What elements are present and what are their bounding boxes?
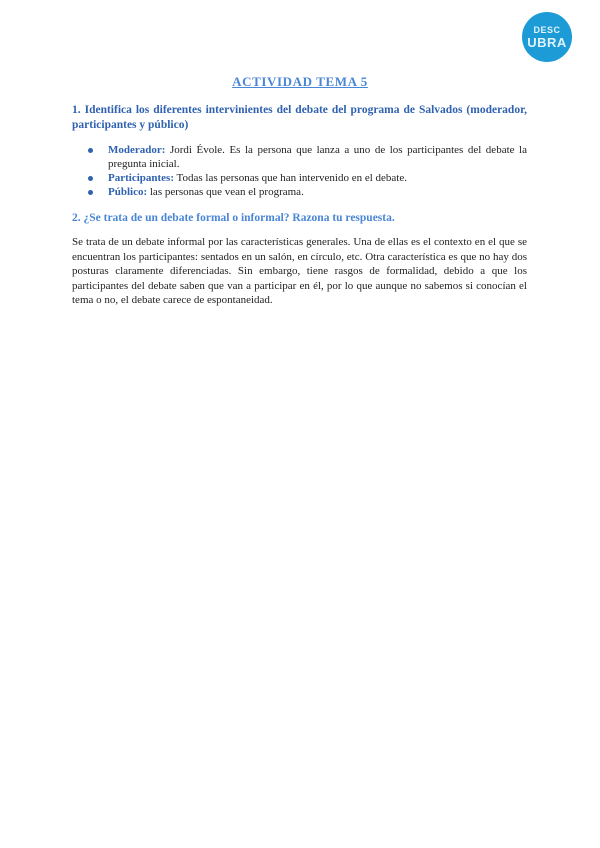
- list-item-term: Moderador:: [108, 144, 166, 156]
- list-item-text: Jordi Évole. Es la persona que lanza a uno de los participantes del debate la pregunta inicial.: [108, 144, 527, 170]
- answer-paragraph: Se trata de un debate informal por las características generales. Una de ellas es el contexto en el que se encuentran los participantes: sentados en un salón, en círculo, etc. Otra característica es que no hay dos posturas claramente diferenciadas. Sin embargo, tiene rasgos de formalidad, debido a que los participantes del debate saben que van a participar en él, por lo que aunque no sabemos si conocían el tema o no, el debate carece de espontaneidad.: [72, 236, 527, 306]
- participants-list: [72, 143, 527, 199]
- bullet-icon: [88, 176, 93, 181]
- list-item-text: las personas que vean el programa.: [147, 186, 304, 198]
- list-item-moderador: [72, 143, 527, 171]
- logo-text-bottom: UBRA: [527, 34, 567, 50]
- question-2: 2. ¿Se trata de un debate formal o informal? Razona tu respuesta.: [72, 212, 395, 224]
- list-item-text: Todas las personas que han intervenido en el debate.: [173, 172, 407, 184]
- brand-logo: [522, 12, 572, 62]
- bullet-icon: [88, 148, 93, 153]
- question-1: 1. Identifica los diferentes intervinientes del debate del programa de Salvados (moderador, participantes y público): [72, 104, 527, 131]
- page-title: ACTIVIDAD TEMA 5: [232, 74, 368, 89]
- list-item-term: Público:: [108, 186, 148, 198]
- list-item-term: Participantes:: [108, 172, 174, 184]
- list-item-participantes: [72, 171, 527, 185]
- bullet-icon: [88, 190, 93, 195]
- logo-text-top: DESC: [533, 24, 561, 35]
- list-item-publico: [72, 185, 527, 199]
